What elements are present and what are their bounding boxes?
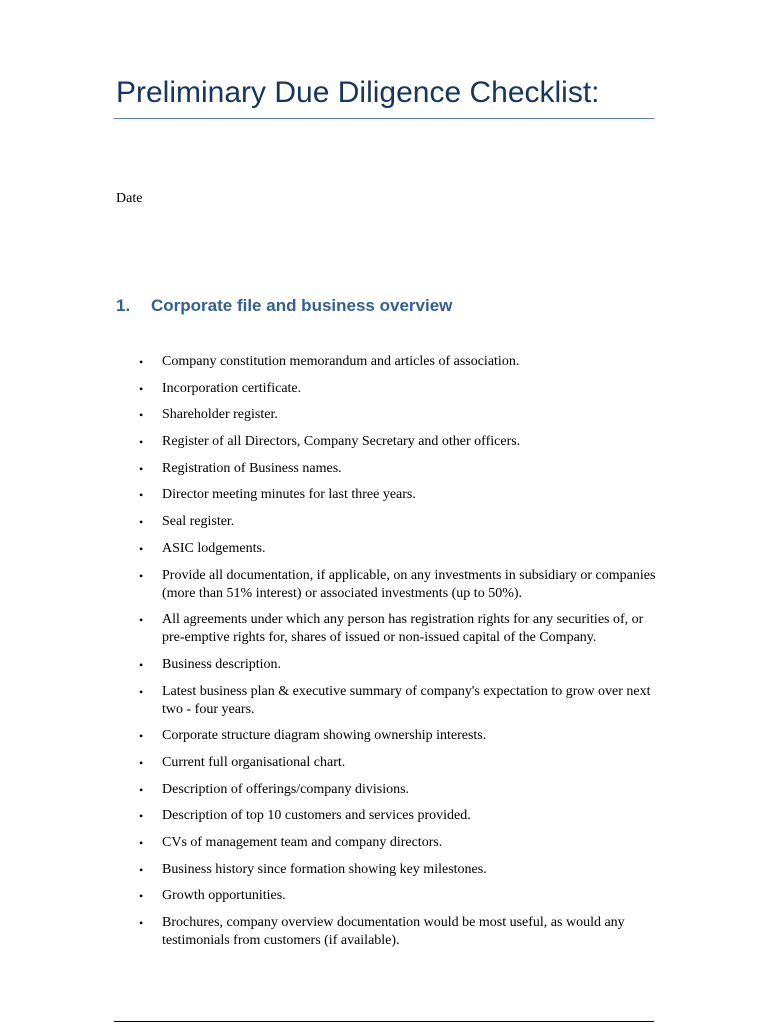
checklist-item (139, 754, 659, 772)
checklist-item (139, 727, 659, 745)
bullet-icon: • (139, 613, 144, 628)
checklist-item (139, 460, 659, 478)
checklist-item-text: Incorporation certificate. (162, 380, 302, 396)
checklist-item (139, 486, 659, 504)
bullet-icon: • (139, 916, 144, 931)
checklist-item-text: All agreements under which any person has registration rights for any securities of, or pre-emptive rights for, shares of issued or non-issued capital of the Company. (162, 612, 644, 646)
bullet-icon: • (139, 461, 144, 476)
checklist-item (139, 807, 659, 825)
bullet-icon: • (139, 568, 144, 583)
bullet-icon: • (139, 488, 144, 503)
checklist-item (139, 513, 659, 531)
checklist-item-text: Description of offerings/company divisions. (162, 781, 410, 797)
bullet-icon: • (139, 355, 144, 369)
checklist-item-text: Business history since formation showing key milestones. (162, 861, 487, 877)
bullet-icon: • (139, 755, 144, 770)
checklist-item (139, 353, 659, 371)
section-heading (116, 295, 452, 317)
checklist-item-text: ASIC lodgements. (162, 540, 266, 556)
bullet-icon: • (139, 684, 144, 699)
bullet-icon: • (139, 541, 144, 556)
checklist-item-text: Current full organisational chart. (162, 754, 346, 770)
checklist-item (139, 433, 659, 451)
checklist-item-text: Company constitution memorandum and articles of association. (162, 354, 520, 369)
bullet-icon: • (139, 515, 144, 530)
checklist-item (139, 540, 659, 558)
section-heading-text: Corporate file and business overview (151, 296, 453, 315)
checklist-item (139, 656, 659, 674)
checklist-item (139, 683, 659, 719)
checklist-item-text: Shareholder register. (162, 407, 278, 423)
bullet-icon: • (139, 408, 144, 423)
date-label: Date (116, 191, 143, 206)
checklist-item-text: Provide all documentation, if applicable, on any investments in subsidiary or companies (more than 51% interest) or associated investments (up to 50%). (162, 567, 656, 601)
bullet-icon: • (139, 809, 144, 824)
checklist-item (139, 406, 659, 424)
checklist (139, 353, 659, 959)
checklist-item-text: Registration of Business names. (162, 460, 342, 476)
footer-rule (114, 1021, 654, 1022)
document-title: Preliminary Due Diligence Checklist: (116, 76, 600, 109)
bullet-icon: • (139, 657, 144, 672)
checklist-item-text: Corporate structure diagram showing ownership interests. (162, 728, 487, 744)
checklist-item-text: Description of top 10 customers and services provided. (162, 808, 471, 824)
checklist-item-text: Brochures, company overview documentation would be most useful, as would any testimonials from customers (if available). (162, 915, 625, 949)
checklist-item-text: CVs of management team and company directors. (162, 835, 443, 850)
bullet-icon: • (139, 782, 144, 797)
bullet-icon: • (139, 889, 144, 904)
checklist-item-text: Register of all Directors, Company Secretary and other officers. (162, 434, 521, 450)
bullet-icon: • (139, 381, 144, 396)
bullet-icon: • (139, 729, 144, 744)
bullet-icon: • (139, 435, 144, 450)
title-underline (114, 118, 654, 119)
bullet-icon: • (139, 836, 144, 850)
checklist-item-text: Growth opportunities. (162, 888, 286, 904)
checklist-item-text: Business description. (162, 656, 281, 672)
checklist-item (139, 611, 659, 647)
checklist-item (139, 834, 659, 852)
section-number: 1. (116, 296, 131, 315)
bullet-icon: • (139, 862, 144, 877)
checklist-item (139, 567, 659, 603)
checklist-item (139, 887, 659, 905)
checklist-item-text: Seal register. (162, 514, 235, 530)
checklist-item-text: Director meeting minutes for last three years. (162, 487, 416, 503)
checklist-item (139, 861, 659, 879)
checklist-item (139, 781, 659, 799)
checklist-item-text: Latest business plan & executive summary of company's expectation to grow over next two - four years. (162, 683, 651, 717)
checklist-item (139, 914, 659, 950)
checklist-item (139, 380, 659, 398)
